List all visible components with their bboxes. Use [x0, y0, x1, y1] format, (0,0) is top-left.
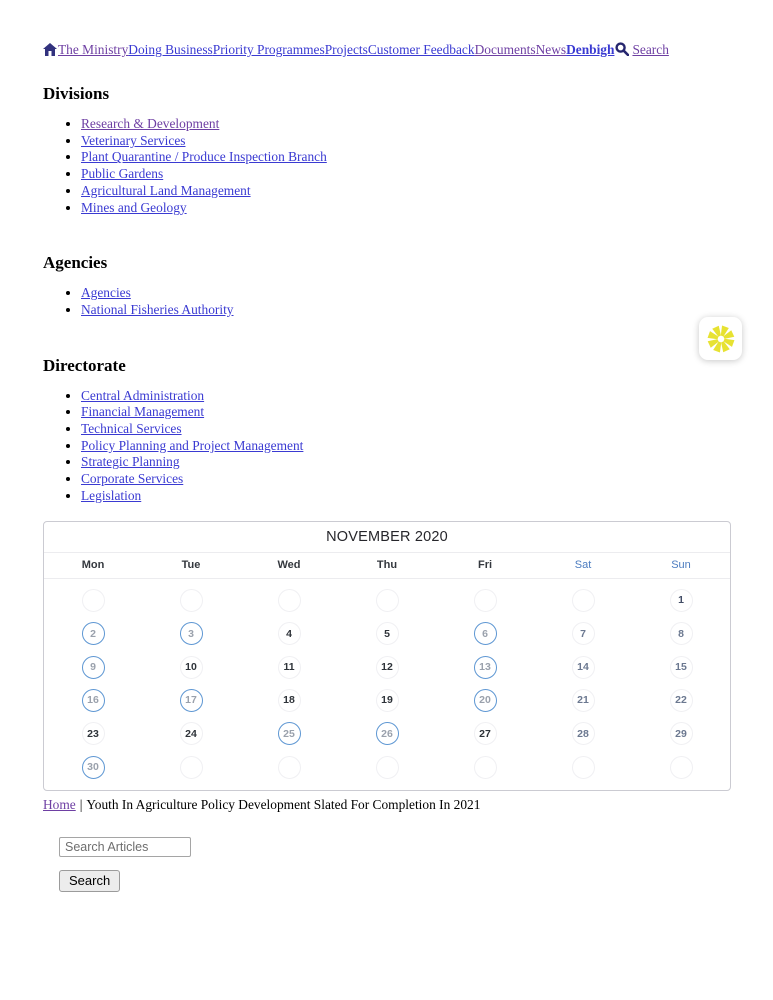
link-central-administration[interactable]: Central Administration	[81, 387, 205, 403]
link-corporate-services[interactable]: Corporate Services	[81, 471, 184, 487]
calendar-cell	[240, 617, 338, 650]
nav-home-link[interactable]	[43, 43, 57, 59]
calendar-day-empty	[376, 589, 399, 612]
list-item	[81, 438, 731, 455]
events-calendar	[43, 521, 731, 791]
calendar-cell	[436, 617, 534, 650]
calendar-day-6[interactable]: 6	[474, 622, 497, 645]
calendar-day-empty	[278, 756, 301, 779]
calendar-cell	[632, 717, 730, 750]
nav-link-denbigh[interactable]: Denbigh	[566, 42, 615, 57]
calendar-cell	[142, 684, 240, 717]
calendar-cell-empty	[44, 584, 142, 617]
nav-link-projects[interactable]: Projects	[324, 42, 368, 57]
calendar-day-13[interactable]: 13	[474, 656, 497, 679]
search-icon	[615, 42, 629, 56]
calendar-cell	[534, 650, 632, 683]
weekday-tue: Tue	[181, 559, 201, 572]
weekday-fri: Fri	[477, 559, 493, 572]
calendar-day-empty	[82, 589, 105, 612]
weekday-mon: Mon	[81, 559, 105, 572]
weekday-thu: Thu	[376, 559, 398, 572]
nav-link-priority-programmes[interactable]: Priority Programmes	[212, 42, 325, 57]
link-policy-planning-and-project-management[interactable]: Policy Planning and Project Management	[81, 437, 304, 453]
calendar-cell-empty	[338, 751, 436, 784]
calendar-cell	[240, 684, 338, 717]
calendar-cell	[436, 717, 534, 750]
list-item	[81, 421, 731, 438]
calendar-cell-empty	[338, 584, 436, 617]
link-legislation[interactable]: Legislation	[81, 487, 142, 503]
calendar-cell	[44, 717, 142, 750]
calendar-cell-empty	[534, 751, 632, 784]
section-heading: Divisions	[43, 84, 110, 103]
calendar-day-18[interactable]: 18	[278, 689, 301, 712]
calendar-day-24[interactable]: 24	[180, 722, 203, 745]
link-strategic-planning[interactable]: Strategic Planning	[81, 454, 180, 470]
calendar-cell	[534, 717, 632, 750]
top-navigation	[43, 42, 731, 59]
weekday-sat: Sat	[574, 559, 592, 572]
calendar-day-empty	[180, 756, 203, 779]
calendar-cell	[534, 617, 632, 650]
calendar-cell	[142, 617, 240, 650]
link-financial-management[interactable]: Financial Management	[81, 404, 205, 420]
list-item	[81, 183, 731, 200]
nav-link-customer-feedback[interactable]: Customer Feedback	[367, 42, 475, 57]
calendar-day-29[interactable]: 29	[670, 722, 693, 745]
calendar-cell	[338, 617, 436, 650]
list-item	[81, 285, 731, 302]
link-agencies[interactable]: Agencies	[81, 285, 131, 301]
calendar-grid	[44, 579, 730, 790]
section-agencies	[43, 253, 731, 318]
calendar-day-26[interactable]: 26	[376, 722, 399, 745]
breadcrumb-separator: |	[79, 796, 83, 812]
accessibility-widget-button[interactable]	[699, 317, 742, 360]
list-item	[81, 488, 731, 505]
link-national-fisheries-authority[interactable]: National Fisheries Authority	[81, 301, 234, 317]
nav-link-news[interactable]: News	[535, 42, 567, 57]
list-item	[81, 471, 731, 488]
calendar-day-empty	[572, 589, 595, 612]
link-mines-and-geology[interactable]: Mines and Geology	[81, 199, 187, 215]
calendar-cell-empty	[632, 751, 730, 784]
calendar-day-9[interactable]: 9	[82, 656, 105, 679]
link-research-development[interactable]: Research & Development	[81, 116, 220, 131]
search-articles-button[interactable]: Search	[59, 870, 120, 892]
calendar-cell-empty	[436, 584, 534, 617]
calendar-day-23[interactable]: 23	[82, 722, 105, 745]
calendar-day-empty	[180, 589, 203, 612]
calendar-cell	[240, 717, 338, 750]
calendar-day-12[interactable]: 12	[376, 656, 399, 679]
calendar-day-27[interactable]: 27	[474, 722, 497, 745]
section-heading: Directorate	[43, 355, 126, 375]
asterisk-icon	[706, 324, 736, 354]
calendar-day-30[interactable]: 30	[82, 756, 105, 779]
calendar-cell-empty	[534, 584, 632, 617]
calendar-day-21[interactable]: 21	[572, 689, 595, 712]
calendar-cell-empty	[142, 584, 240, 617]
calendar-day-empty	[670, 756, 693, 779]
calendar-cell	[44, 684, 142, 717]
calendar-day-2[interactable]: 2	[82, 622, 105, 645]
calendar-day-19[interactable]: 19	[376, 689, 399, 712]
calendar-cell	[436, 650, 534, 683]
calendar-cell	[632, 684, 730, 717]
breadcrumb	[43, 797, 731, 813]
list-item	[81, 133, 731, 150]
breadcrumb-home-link[interactable]: Home	[43, 796, 76, 812]
calendar-cell	[44, 751, 142, 784]
weekday-sun: Sun	[671, 559, 691, 572]
calendar-day-3[interactable]: 3	[180, 622, 203, 645]
breadcrumb-page-title: Youth In Agriculture Policy Development Slated For Completion In 2021	[86, 796, 481, 812]
list-item	[81, 454, 731, 471]
calendar-day-28[interactable]: 28	[572, 722, 595, 745]
calendar-day-11[interactable]: 11	[278, 656, 301, 679]
search-articles-input[interactable]	[59, 837, 191, 857]
article-search	[59, 837, 731, 892]
link-agricultural-land-management[interactable]: Agricultural Land Management	[81, 182, 251, 198]
list-item	[81, 302, 731, 319]
calendar-cell	[142, 650, 240, 683]
list-item	[81, 404, 731, 421]
list-item	[81, 166, 731, 183]
calendar-day-5[interactable]: 5	[376, 622, 399, 645]
calendar-day-empty	[474, 589, 497, 612]
link-technical-services[interactable]: Technical Services	[81, 421, 182, 437]
list-item	[81, 200, 731, 217]
calendar-cell	[632, 617, 730, 650]
calendar-cell	[142, 717, 240, 750]
nav-link-documents[interactable]: Documents	[474, 42, 536, 57]
list-item	[81, 149, 731, 166]
calendar-day-20[interactable]: 20	[474, 689, 497, 712]
calendar-day-15[interactable]: 15	[670, 656, 693, 679]
calendar-day-16[interactable]: 16	[82, 689, 105, 712]
calendar-cell	[44, 617, 142, 650]
calendar-day-14[interactable]: 14	[572, 656, 595, 679]
calendar-cell	[240, 650, 338, 683]
calendar-day-4[interactable]: 4	[278, 622, 301, 645]
calendar-day-25[interactable]: 25	[278, 722, 301, 745]
calendar-title: NOVEMBER 2020	[44, 522, 730, 553]
calendar-day-22[interactable]: 22	[670, 689, 693, 712]
nav-link-the-ministry[interactable]: The Ministry	[58, 42, 129, 57]
calendar-cell	[338, 650, 436, 683]
calendar-cell-empty	[436, 751, 534, 784]
calendar-cell-empty	[240, 751, 338, 784]
list-item	[81, 116, 731, 133]
calendar-day-empty	[474, 756, 497, 779]
calendar-cell-empty	[142, 751, 240, 784]
list-item	[81, 388, 731, 405]
calendar-cell	[632, 584, 730, 617]
weekday-wed: Wed	[277, 559, 301, 572]
section-directorate	[43, 356, 731, 505]
calendar-day-empty	[376, 756, 399, 779]
calendar-day-7[interactable]: 7	[572, 622, 595, 645]
home-icon	[43, 43, 57, 56]
link-public-gardens[interactable]: Public Gardens	[81, 166, 164, 182]
calendar-day-1[interactable]: 1	[670, 589, 693, 612]
link-plant-quarantine-produce-inspection-branch[interactable]: Plant Quarantine / Produce Inspection Branch	[81, 149, 327, 165]
calendar-cell	[436, 684, 534, 717]
link-sections	[43, 84, 731, 505]
link-veterinary-services[interactable]: Veterinary Services	[81, 132, 186, 148]
calendar-weekday-header	[44, 553, 730, 579]
nav-link-doing-business[interactable]: Doing Business	[128, 42, 213, 57]
section-heading: Agencies	[43, 253, 108, 273]
calendar-cell	[632, 650, 730, 683]
calendar-cell	[534, 684, 632, 717]
nav-search-link[interactable]: Search	[632, 42, 669, 57]
calendar-day-17[interactable]: 17	[180, 689, 203, 712]
calendar-cell-empty	[240, 584, 338, 617]
calendar-day-empty	[278, 589, 301, 612]
calendar-day-empty	[572, 756, 595, 779]
calendar-day-10[interactable]: 10	[180, 656, 203, 679]
calendar-cell	[338, 684, 436, 717]
section-divisions	[43, 84, 731, 216]
calendar-cell	[338, 717, 436, 750]
calendar-cell	[44, 650, 142, 683]
calendar-day-8[interactable]: 8	[670, 622, 693, 645]
